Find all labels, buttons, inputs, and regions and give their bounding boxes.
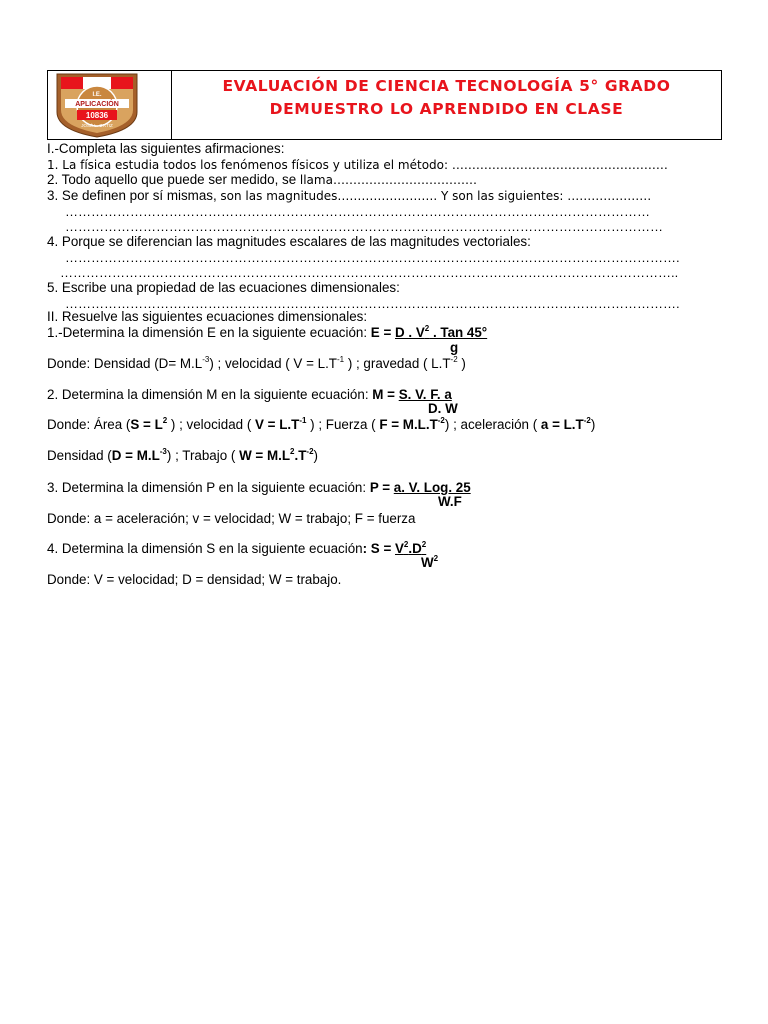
question-3-answer-line-1: ……………………………………………………………………………………………………………………… — [65, 204, 650, 219]
equation-2-where: Donde: Área ($S = L^2$ ) ; velocidad ( $V = L.T^{-1}$ ) ; Fuerza ( $F = M.L.T^{-2}$) ; aceleración ( $a = L.T^{-2}$) — [47, 416, 596, 432]
equation-3-where: Donde: a = aceleración; v = velocidad; W = trabajo; F = fuerza — [47, 511, 416, 526]
question-5-answer-line-1: ……………………………………………………………………………………………………………………………. — [65, 296, 680, 311]
equation-3-numerator: a. V. Log. 25 — [393, 480, 471, 495]
question-3-blank: son las magnitudes……………………. Y son las siguientes: ………………… — [220, 189, 652, 203]
question-3 — [47, 188, 651, 204]
logo-cell — [48, 71, 172, 139]
question-3-text: 3. Se definen por sí mismas, — [47, 188, 221, 203]
equation-1-text: 1.-Determina la dimensión E en la siguiente ecuación: — [47, 325, 371, 340]
logo-bottom-text: JOSÉ L. ORTIZ — [81, 123, 113, 128]
equation-2-denominator: D. W — [428, 401, 458, 416]
question-2 — [47, 172, 477, 188]
logo-mid-text: APLICACIÓN — [75, 101, 119, 108]
equation-2-where-cont: Densidad $(D = M.L^{-3})$ ; Trabajo ( $W = M.L^2.T^{-2}$) — [47, 447, 318, 463]
equation-1-numerator: D . $V^2$ . Tan 45° — [395, 324, 488, 340]
part2-heading: II. Resuelve las siguientes ecuaciones dimensionales: — [47, 309, 368, 324]
equation-2-statement — [47, 387, 452, 403]
equation-4-lhs: : S = — [362, 541, 395, 556]
logo-num-text: 10836 — [85, 111, 109, 120]
equation-2-text: 2. Determina la dimensión M en la siguiente ecuación: — [47, 387, 373, 402]
title-line-2: DEMUESTRO LO APRENDIDO EN CLASE — [269, 100, 624, 118]
equation-3-text: 3. Determina la dimensión P en la siguiente ecuación: — [47, 480, 370, 495]
equation-2-numerator: S. V. F. a — [398, 387, 452, 402]
equation-1-lhs: E = — [370, 325, 395, 340]
equation-3-lhs: P = — [369, 480, 394, 495]
question-4-answer-line-1: ……………………………………………………………………………………………………………………………. — [65, 250, 680, 265]
equation-1-denominator: g — [450, 340, 459, 355]
equation-4-where: Donde: V = velocidad; D = densidad; W = trabajo. — [47, 572, 342, 587]
equation-4-numerator: $V^2.D^2$ — [394, 540, 427, 556]
question-2-blank: llama……………………………… — [299, 173, 477, 187]
question-3-answer-line-2: ………………………………………………………………………………………………………………………… — [65, 219, 663, 234]
equation-1-where: Donde: Densidad $(D= M.L^{-3})$ ; velocidad ( $V = L.T^{-1}$ ) ; gravedad ( $L.T^{-2}$ ) — [47, 355, 466, 371]
title-line-1: EVALUACIÓN DE CIENCIA TECNOLOGÍA 5° GRADO — [222, 77, 671, 95]
question-4: 4. Porque se diferencian las magnitudes escalares de las magnitudes vectoriales: — [47, 234, 531, 249]
logo-top-text: I.E. — [92, 92, 102, 98]
equation-3-statement — [47, 480, 471, 496]
question-4-answer-line-2: …………………………………………………………………………………………………………………………….. — [60, 265, 679, 280]
question-2-text: 2. Todo aquello que puede ser medido, se — [47, 172, 300, 187]
equation-3-denominator: W.F — [438, 494, 462, 509]
header-box — [47, 70, 722, 140]
equation-4-statement — [47, 541, 426, 557]
question-1: 1. La física estudia todos los fenómenos físicos y utiliza el método: ……………………………………………… — [47, 158, 668, 172]
part1-heading: I.-Completa las siguientes afirmaciones: — [47, 141, 285, 156]
school-crest-logo — [53, 72, 141, 138]
question-5: 5. Escribe una propiedad de las ecuaciones dimensionales: — [47, 280, 400, 295]
equation-2-lhs: M = — [372, 387, 399, 402]
equation-4-text: 4. Determina la dimensión S en la siguiente ecuación — [47, 541, 363, 556]
equation-4-denominator: $W^2$ — [421, 554, 439, 570]
equation-1-statement — [47, 325, 487, 341]
